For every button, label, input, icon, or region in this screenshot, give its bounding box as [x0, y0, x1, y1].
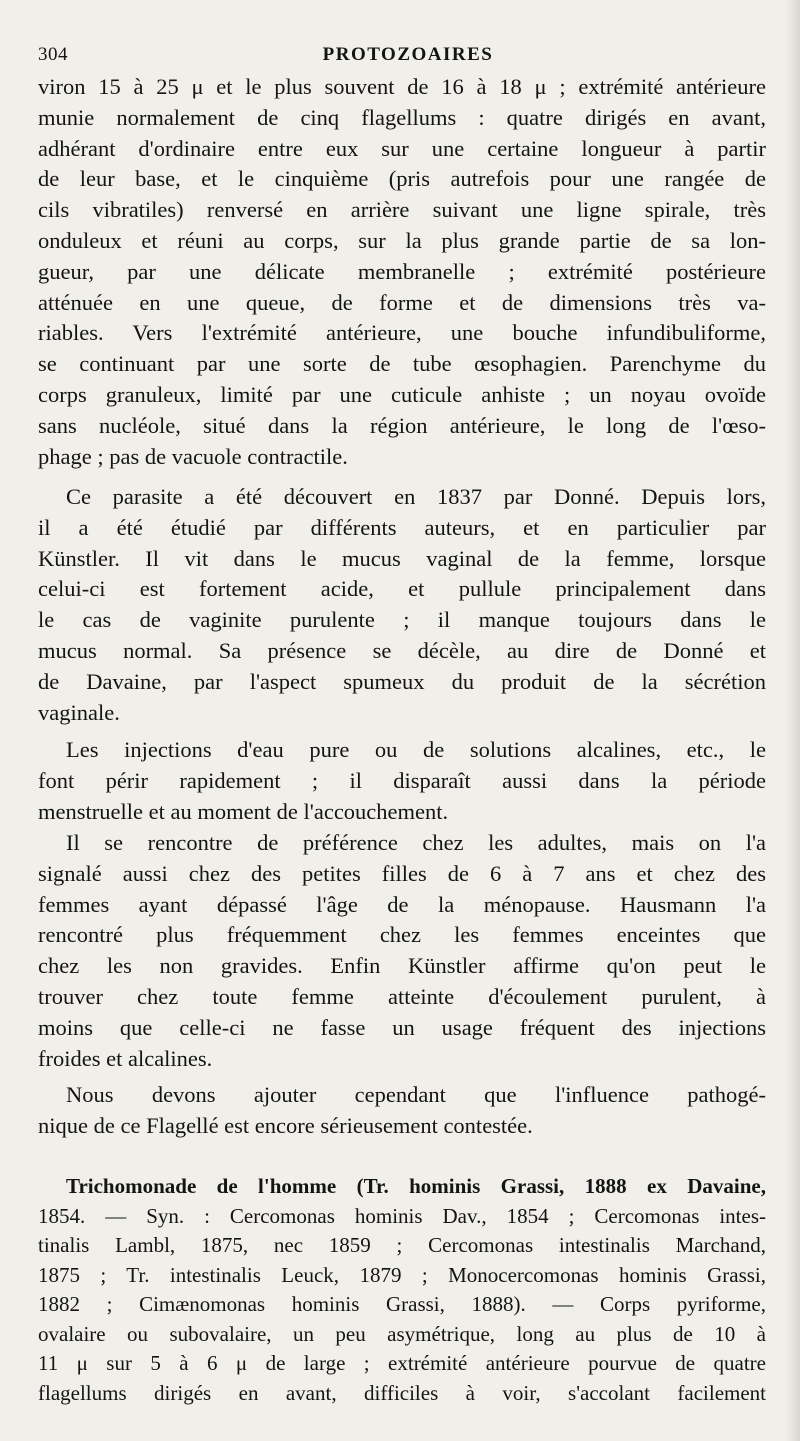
text-line: tinalis Lambl, 1875, nec 1859 ; Cercomonas intestinalis Marchand, [38, 1233, 766, 1257]
text-line: vaginale. [38, 699, 120, 725]
text-line: chez les non gravides. Enfin Künstler affirme qu'on peut le [38, 953, 766, 979]
text-line: 1875 ; Tr. intestinalis Leuck, 1879 ; Monocercomonas hominis Grassi, [38, 1262, 766, 1287]
species-heading-line: Trichomonade de l'homme (Tr. hominis Grassi, 1888 ex Davaine, [66, 1174, 766, 1198]
text-line: mucus normal. Sa présence se décèle, au dire de Donné et [38, 637, 766, 663]
text-line: le cas de vaginite purulente ; il manque toujours dans le [38, 607, 766, 633]
text-line: froides et alcalines. [38, 1045, 213, 1071]
paragraph-description [38, 72, 766, 472]
text-line: munie normalement de cinq flagellums : quatre dirigés en avant, [38, 104, 766, 130]
text-line: Il se rencontre de préférence chez les adultes, mais on l'a [66, 830, 766, 855]
paragraph-pathogenic [38, 1080, 766, 1142]
text-line: 11 μ sur 5 à 6 μ de large ; extrémité antérieure pourvue de quatre [38, 1351, 766, 1375]
text-line: sans nucléole, situé dans la région antérieure, le long de l'œso- [38, 412, 766, 438]
text-line: signalé aussi chez des petites filles de 6 à 7 ans et chez des [38, 860, 766, 886]
text-line: Künstler. Il vit dans le mucus vaginal de la femme, lorsque [38, 545, 766, 571]
running-head [38, 42, 778, 68]
page-edge-shadow [786, 0, 800, 1441]
text-line: gueur, par une délicate membranelle ; extrémité postérieure [38, 258, 766, 284]
paragraph-discovery [38, 482, 766, 728]
paragraph-injections [38, 735, 766, 827]
text-line: nique de ce Flagellé est encore sérieusement contestée. [38, 1112, 533, 1138]
text-line: riables. Vers l'extrémité antérieure, une bouche infundibuliforme, [38, 320, 766, 346]
page-number: 304 [38, 44, 68, 65]
species-entry [38, 1172, 766, 1408]
text-line: celui-ci est fortement acide, et pullule principalement dans [38, 576, 766, 602]
text-line: il a été étudié par différents auteurs, et en particulier par [38, 514, 766, 540]
text-line: rencontré plus fréquemment chez les femmes enceintes que [38, 922, 766, 948]
text-line: ovalaire ou subovalaire, un peu asymétrique, long au plus de 10 à [38, 1321, 766, 1346]
text-line: viron 15 à 25 μ et le plus souvent de 16 à 18 μ ; extrémité antérieure [38, 74, 766, 99]
text-line: font périr rapidement ; il disparaît aussi dans la période [38, 767, 766, 793]
text-line: cils vibratiles) renversé en arrière suivant une ligne spirale, très [38, 197, 766, 223]
text-line: onduleux et réuni au corps, sur la plus grande partie de sa lon- [38, 227, 766, 253]
text-line: femmes ayant dépassé l'âge de la ménopause. Hausmann l'a [38, 891, 766, 917]
text-line: 1882 ; Cimænomonas hominis Grassi, 1888). — Corps pyriforme, [38, 1292, 766, 1316]
text-line: flagellums dirigés en avant, difficiles à voir, s'accolant facilement [38, 1380, 766, 1405]
text-line: se continuant par une sorte de tube œsophagien. Parenchyme du [38, 351, 766, 377]
text-line: de leur base, et le cinquième (pris autrefois pour une rangée de [38, 166, 766, 192]
text-line: Nous devons ajouter cependant que l'influence pathogé- [66, 1082, 766, 1107]
text-line: de Davaine, par l'aspect spumeux du produit de la sécrétion [38, 668, 766, 694]
text-line: trouver chez toute femme atteinte d'écoulement purulent, à [38, 983, 766, 1009]
paragraph-adults [38, 828, 766, 1074]
text-line: Les injections d'eau pure ou de solutions alcalines, etc., le [66, 737, 766, 762]
text-line: atténuée en une queue, de forme et de dimensions très va- [38, 289, 766, 315]
text-line: moins que celle-ci ne fasse un usage fréquent des injections [38, 1014, 766, 1040]
text-line: adhérant d'ordinaire entre eux sur une certaine longueur à partir [38, 135, 766, 161]
running-title: PROTOZOAIRES [322, 44, 494, 65]
text-line: corps granuleux, limité par une cuticule anhiste ; un noyau ovoïde [38, 381, 766, 407]
text-line: 1854. — Syn. : Cercomonas hominis Dav., 1854 ; Cercomonas intes- [38, 1203, 766, 1228]
text-line: menstruelle et au moment de l'accouchement. [38, 798, 449, 824]
text-line: phage ; pas de vacuole contractile. [38, 443, 348, 469]
text-line: Ce parasite a été découvert en 1837 par Donné. Depuis lors, [66, 484, 766, 509]
